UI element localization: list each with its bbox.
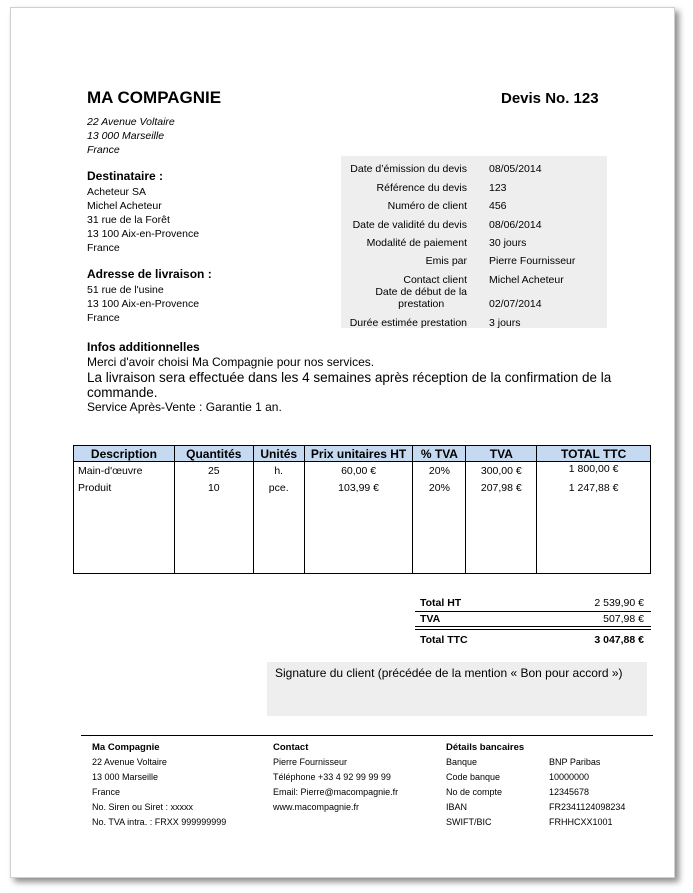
address-line: 22 Avenue Voltaire: [87, 116, 175, 128]
recipient-line: 31 rue de la Forêt: [87, 214, 170, 226]
info-row: [341, 255, 607, 273]
footer-line: No. TVA intra. : FRXX 999999999: [92, 817, 227, 827]
footer-divider: [81, 735, 653, 736]
bank-row: [446, 770, 625, 785]
quote-info-panel: [341, 156, 607, 328]
total-ttc-value: 3 047,88 €: [594, 634, 644, 646]
table-empty-space: [74, 499, 651, 574]
column-header: Quantités: [174, 446, 253, 462]
column-header: % TVA: [413, 446, 466, 462]
footer-company: [92, 740, 226, 830]
bank-row: [446, 800, 625, 815]
bank-row: [446, 785, 625, 800]
info-row: [341, 286, 607, 312]
infos-line: La livraison sera effectuée dans les 4 semaines après réception de la confirmation de la commande.: [87, 370, 612, 400]
info-label: Date d’émission du devis: [350, 163, 467, 175]
recipient-line: 13 100 Aix-en-Provence: [87, 228, 200, 240]
footer-email-link[interactable]: Email: Pierre@macompagnie.fr: [273, 787, 399, 797]
info-row: [341, 237, 607, 255]
signature-label: Signature du client (précédée de la mention « Bon pour accord »): [275, 666, 623, 680]
bank-row: [446, 755, 625, 770]
bank-value: 10000000: [549, 772, 590, 782]
info-value: 123: [489, 182, 507, 194]
total-ht-label: Total HT: [420, 597, 462, 609]
column-header: Unités: [253, 446, 304, 462]
info-label: Référence du devis: [376, 182, 467, 194]
infos-line: Service Après-Vente : Garantie 1 an.: [87, 400, 282, 414]
address-line: 13 000 Marseille: [87, 130, 165, 142]
column-header: TOTAL TTC: [537, 446, 651, 462]
totals-divider: [415, 611, 651, 612]
footer-line: 22 Avenue Voltaire: [92, 757, 167, 767]
bank-row: [446, 815, 625, 830]
table-row: [74, 482, 651, 499]
info-value: 456: [489, 200, 507, 212]
quote-title: Devis No. 123: [501, 90, 599, 107]
totals-divider: [415, 626, 651, 627]
table-cell: Produit: [74, 482, 175, 499]
table-header-row: [74, 446, 651, 462]
table-cell: 60,00 €: [304, 462, 413, 483]
delivery-block: [87, 267, 212, 325]
bank-label: Banque: [446, 757, 478, 767]
tva-value: 507,98 €: [603, 613, 644, 625]
infos-line: Merci d'avoir choisi Ma Compagnie pour nos services.: [87, 355, 375, 369]
table-cell: h.: [253, 462, 304, 483]
bank-label: No de compte: [446, 787, 503, 797]
bank-label: SWIFT/BIC: [446, 817, 492, 827]
footer-contact-title: Contact: [273, 742, 309, 753]
company-name: MA COMPAGNIE: [87, 88, 222, 107]
address-line: France: [87, 144, 120, 156]
info-row: [341, 182, 607, 200]
table-cell: 20%: [413, 462, 466, 483]
bank-value: FR2341124098234: [549, 802, 626, 812]
footer-line: Pierre Fournisseur: [273, 757, 348, 767]
footer-contact: [273, 740, 398, 815]
infos-title: Infos additionnelles: [87, 340, 200, 354]
recipient-line: Michel Acheteur: [87, 200, 162, 212]
footer-line: No. Siren ou Siret : xxxxx: [92, 802, 194, 812]
info-label: [375, 286, 467, 310]
bank-label: Code banque: [446, 772, 501, 782]
items-table: [73, 445, 651, 574]
info-value: Pierre Fournisseur: [489, 255, 576, 267]
bank-value: BNP Paribas: [549, 757, 601, 767]
table-cell: 300,00 €: [466, 462, 537, 483]
footer-bank: [446, 740, 625, 830]
quote-document: [10, 7, 675, 878]
footer-line: France: [92, 787, 121, 797]
bank-value: FRHHCXX1001: [549, 817, 613, 827]
footer-line: 13 000 Marseille: [92, 772, 159, 782]
delivery-title: Adresse de livraison :: [87, 267, 212, 281]
info-value: 08/06/2014: [489, 219, 542, 231]
info-label-line: Date de début de la: [375, 286, 467, 298]
info-value: 02/07/2014: [489, 298, 542, 310]
info-row: [341, 219, 607, 237]
table-cell: 1 247,88 €: [537, 482, 651, 499]
footer-website-link[interactable]: www.macompagnie.fr: [273, 802, 360, 812]
info-value: Michel Acheteur: [489, 274, 564, 286]
info-row: [341, 163, 607, 181]
info-value: 08/05/2014: [489, 163, 542, 175]
info-label-line: prestation: [398, 298, 445, 310]
info-label: Durée estimée prestation: [349, 317, 467, 329]
delivery-line: 51 rue de l'usine: [87, 284, 164, 296]
bank-value: 12345678: [549, 787, 590, 797]
footer-phone: Téléphone +33 4 92 99 99 99: [273, 772, 391, 782]
info-label: Modalité de paiement: [366, 237, 467, 249]
totals-divider: [415, 629, 651, 630]
table-cell: 25: [174, 462, 253, 483]
info-row: [341, 200, 607, 218]
bank-label: IBAN: [446, 802, 468, 812]
table-cell: 103,99 €: [304, 482, 413, 499]
column-header: TVA: [466, 446, 537, 462]
recipient-line: France: [87, 242, 120, 254]
recipient-line: Acheteur SA: [87, 186, 146, 198]
info-label: Contact client: [403, 274, 467, 286]
total-ht-value: 2 539,90 €: [594, 597, 644, 609]
delivery-line: France: [87, 312, 120, 324]
recipient-title: Destinataire :: [87, 169, 164, 183]
footer-company-title: Ma Compagnie: [92, 742, 160, 753]
column-header: Prix unitaires HT: [304, 446, 413, 462]
table-cell: 1 800,00 €: [537, 462, 651, 483]
total-ttc-label: Total TTC: [420, 634, 468, 646]
footer-bank-title: Détails bancaires: [446, 742, 525, 753]
column-header: Description: [74, 446, 175, 462]
info-label: Numéro de client: [387, 200, 467, 212]
table-cell: Main-d'œuvre: [74, 462, 175, 483]
table-cell: 207,98 €: [466, 482, 537, 499]
table-cell: 20%: [413, 482, 466, 499]
tva-label: TVA: [420, 613, 441, 625]
info-label: Date de validité du devis: [352, 219, 467, 231]
table-row: [74, 462, 651, 483]
info-label: Emis par: [425, 255, 467, 267]
recipient-block: [87, 169, 199, 255]
info-value: 3 jours: [489, 317, 521, 329]
table-cell: 10: [174, 482, 253, 499]
delivery-line: 13 100 Aix-en-Provence: [87, 298, 200, 310]
info-row: [341, 317, 607, 335]
info-value: 30 jours: [489, 237, 527, 249]
table-cell: pce.: [253, 482, 304, 499]
company-address: [87, 115, 175, 157]
